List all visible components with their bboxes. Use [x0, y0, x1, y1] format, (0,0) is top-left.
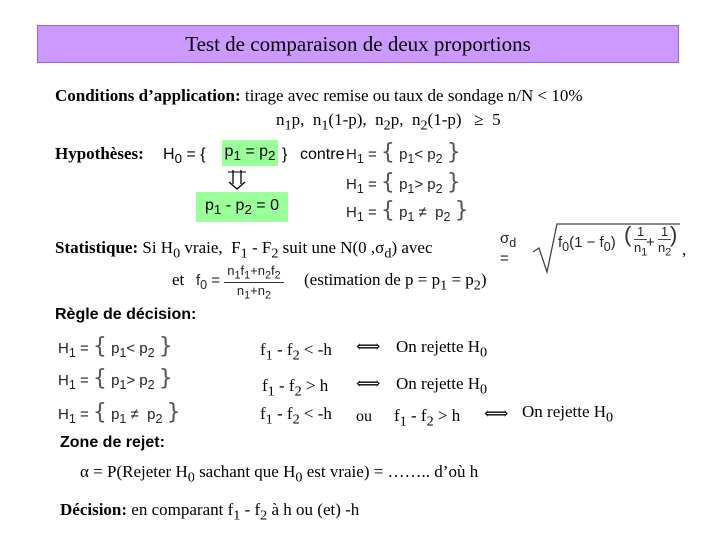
rule3-ou: ou: [356, 408, 372, 425]
h1-less: $H_1$ = { $p_1< p_2$ }: [346, 140, 461, 166]
contre-text: contre: [300, 146, 345, 163]
slide-title-text: Test de comparaison de deux proportions: [185, 31, 531, 56]
geq-sign: ≥: [474, 110, 484, 129]
rule-h1-not-equal: $H_1$ = { $p_1 \ne p_2$ }: [58, 400, 181, 426]
h0-close-brace: }: [282, 146, 288, 163]
decision-label: Décision:: [60, 500, 128, 519]
rule2-arrow-icon: ⟺: [356, 374, 381, 393]
alpha-line: α = P(Rejeter $H_0$ sachant que $H_0$ est vraie) = …….. d’où h: [80, 462, 479, 486]
rule3-condition2: $f_1 - f_2 > h$: [394, 406, 461, 430]
five-value: 5: [492, 110, 501, 129]
statistique-text: Si $H_0$ vraie, $F_1 - F_2$ suit une N(0 $,\sigma_d$) avec: [142, 238, 433, 262]
regle-label: Règle de décision:: [55, 306, 197, 323]
rule3-result: On rejette $H_0$: [522, 402, 614, 426]
et-text: et: [172, 270, 185, 289]
sigma-d-formula: $\sigma_d$ = $f_0(1 - f_0)$ ( 1 $n_1$ + $\frac{1}{n_2}$ ): [500, 220, 680, 276]
cond-f1: $n_1p$, $n_1(1-p)$, $n_2p$, $n_2(1-p)$: [276, 110, 462, 134]
decision-line: [60, 500, 359, 524]
conditions-formula: [276, 110, 501, 134]
h0-expression: $H_0$ = {: [163, 146, 206, 167]
rule-h1-less: $H_1$ = { $p_1< p_2$ }: [58, 334, 173, 360]
equivalence-text: $p_1 - p_2 = 0$: [204, 196, 279, 218]
rule3-condition: $f_1 - f_2 < -h$: [260, 404, 332, 428]
h1-not-equal: $H_1$ = { $p_1 \ne p_2$ }: [346, 198, 469, 224]
h0-inner: $p_1 = p_2$: [224, 142, 276, 164]
h0-inner-box: [222, 140, 278, 166]
zone-label: Zone de rejet:: [60, 434, 165, 451]
hypotheses-label: Hypothèses:: [55, 144, 144, 163]
rule2-result: On rejette $H_0$: [396, 374, 488, 398]
f0-formula: $f_0$ = $\frac{n_1f_1+n_2f_2}{n_1+n_2}$: [196, 258, 300, 306]
conditions-label: Conditions d’application:: [55, 86, 241, 105]
rule2-condition: $f_1 - f_2 > h$: [262, 376, 329, 400]
conditions-line: [55, 86, 583, 106]
h1-greater: $H_1$ = { $p_1> p_2$ }: [346, 170, 461, 196]
conditions-text: tirage avec remise ou taux de sondage n/N < 10%: [244, 86, 583, 105]
rule3-arrow-icon: ⟺: [484, 404, 509, 423]
estimation-text: (estimation de $p = p_1 = p_2$): [304, 270, 487, 294]
equivalence-arrow-icon: [228, 170, 246, 190]
equivalence-box: [196, 192, 288, 222]
rule1-result: On rejette $H_0$: [396, 337, 488, 361]
rule1-arrow-icon: ⟺: [356, 337, 381, 356]
statistique-label: Statistique:: [55, 238, 139, 257]
decision-text: en comparant $f_1 - f_2$ à h ou (et) -h: [131, 500, 360, 524]
formula-comma: ,: [682, 240, 687, 259]
rule-h1-greater: $H_1$ = { $p_1> p_2$ }: [58, 366, 173, 392]
slide-title: [37, 25, 679, 63]
rule1-condition: $f_1 - f_2 < -h$: [260, 340, 332, 364]
